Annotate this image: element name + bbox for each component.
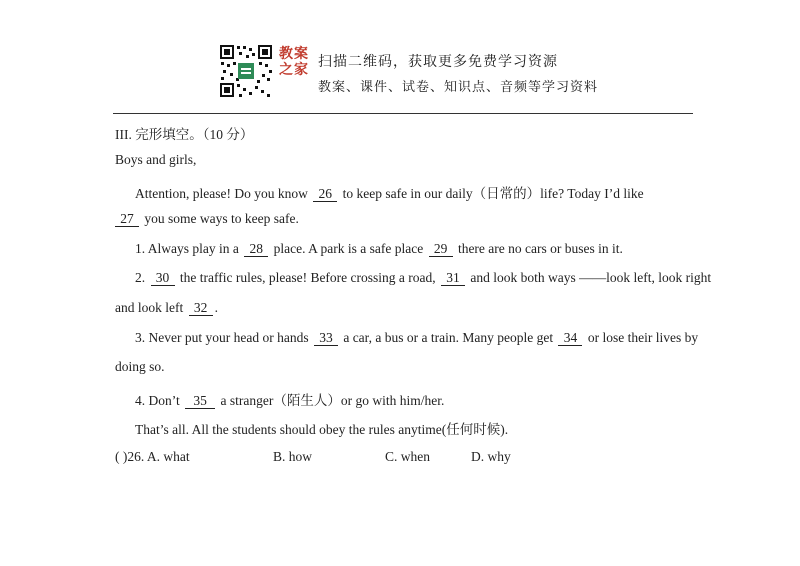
blank-27: 27 bbox=[115, 212, 139, 227]
passage-line-3 bbox=[135, 241, 623, 257]
passage-line-9: That’s all. All the students should obey the rules anytime(任何时候). bbox=[135, 422, 509, 437]
passage-line-2 bbox=[115, 211, 299, 227]
option-b: B. how bbox=[273, 449, 313, 464]
text: . bbox=[214, 300, 218, 315]
greeting: Boys and girls, bbox=[115, 152, 197, 167]
passage-line-5 bbox=[115, 300, 218, 316]
blank-32: 32 bbox=[189, 301, 213, 316]
question-26-stem: ( )26. A. what bbox=[115, 449, 190, 464]
option-c: C. when bbox=[385, 449, 430, 464]
passage-line-4 bbox=[135, 270, 711, 286]
header-divider bbox=[113, 113, 693, 114]
text: a stranger（陌生人）or go with him/her. bbox=[217, 393, 445, 408]
passage-line-8 bbox=[135, 389, 444, 409]
header-subtagline: 教案、课件、试卷、知识点、音频等学习资料 bbox=[318, 80, 599, 95]
site-logo bbox=[277, 46, 311, 78]
option-d: D. why bbox=[471, 449, 511, 464]
text: 4. Don’t bbox=[135, 393, 184, 408]
blank-28: 28 bbox=[244, 242, 268, 257]
blank-29: 29 bbox=[429, 242, 453, 257]
passage-line-6 bbox=[135, 330, 698, 346]
text: or lose their lives by bbox=[584, 330, 699, 345]
logo-line-2: 之家 bbox=[279, 62, 309, 78]
blank-35: 35 bbox=[185, 394, 215, 409]
text: there are no cars or buses in it. bbox=[454, 241, 623, 256]
text: to keep safe in our daily（日常的）life? Today I’d like bbox=[339, 186, 644, 201]
text: 3. Never put your head or hands bbox=[135, 330, 312, 345]
text: 1. Always play in a bbox=[135, 241, 243, 256]
text: the traffic rules, please! Before crossing a road, bbox=[176, 270, 440, 285]
text: 2. bbox=[135, 270, 149, 285]
text: and look left bbox=[115, 300, 187, 315]
text: a car, a bus or a train. Many people get bbox=[339, 330, 557, 345]
blank-33: 33 bbox=[314, 331, 338, 346]
section-title: III. 完形填空。（10 分） bbox=[115, 127, 254, 142]
passage-line-7: doing so. bbox=[115, 359, 165, 374]
text: and look both ways ——look left, look right bbox=[467, 270, 712, 285]
text: Attention, please! Do you know bbox=[135, 186, 312, 201]
qr-code-icon bbox=[219, 44, 273, 98]
text: place. A park is a safe place bbox=[270, 241, 427, 256]
header-tagline: 扫描二维码，获取更多免费学习资源 bbox=[318, 54, 558, 70]
blank-34: 34 bbox=[558, 331, 582, 346]
text: you some ways to keep safe. bbox=[141, 211, 299, 226]
blank-26: 26 bbox=[313, 187, 337, 202]
passage-line-1 bbox=[135, 182, 644, 202]
blank-30: 30 bbox=[151, 271, 175, 286]
blank-31: 31 bbox=[441, 271, 465, 286]
logo-line-1: 教案 bbox=[279, 46, 309, 62]
